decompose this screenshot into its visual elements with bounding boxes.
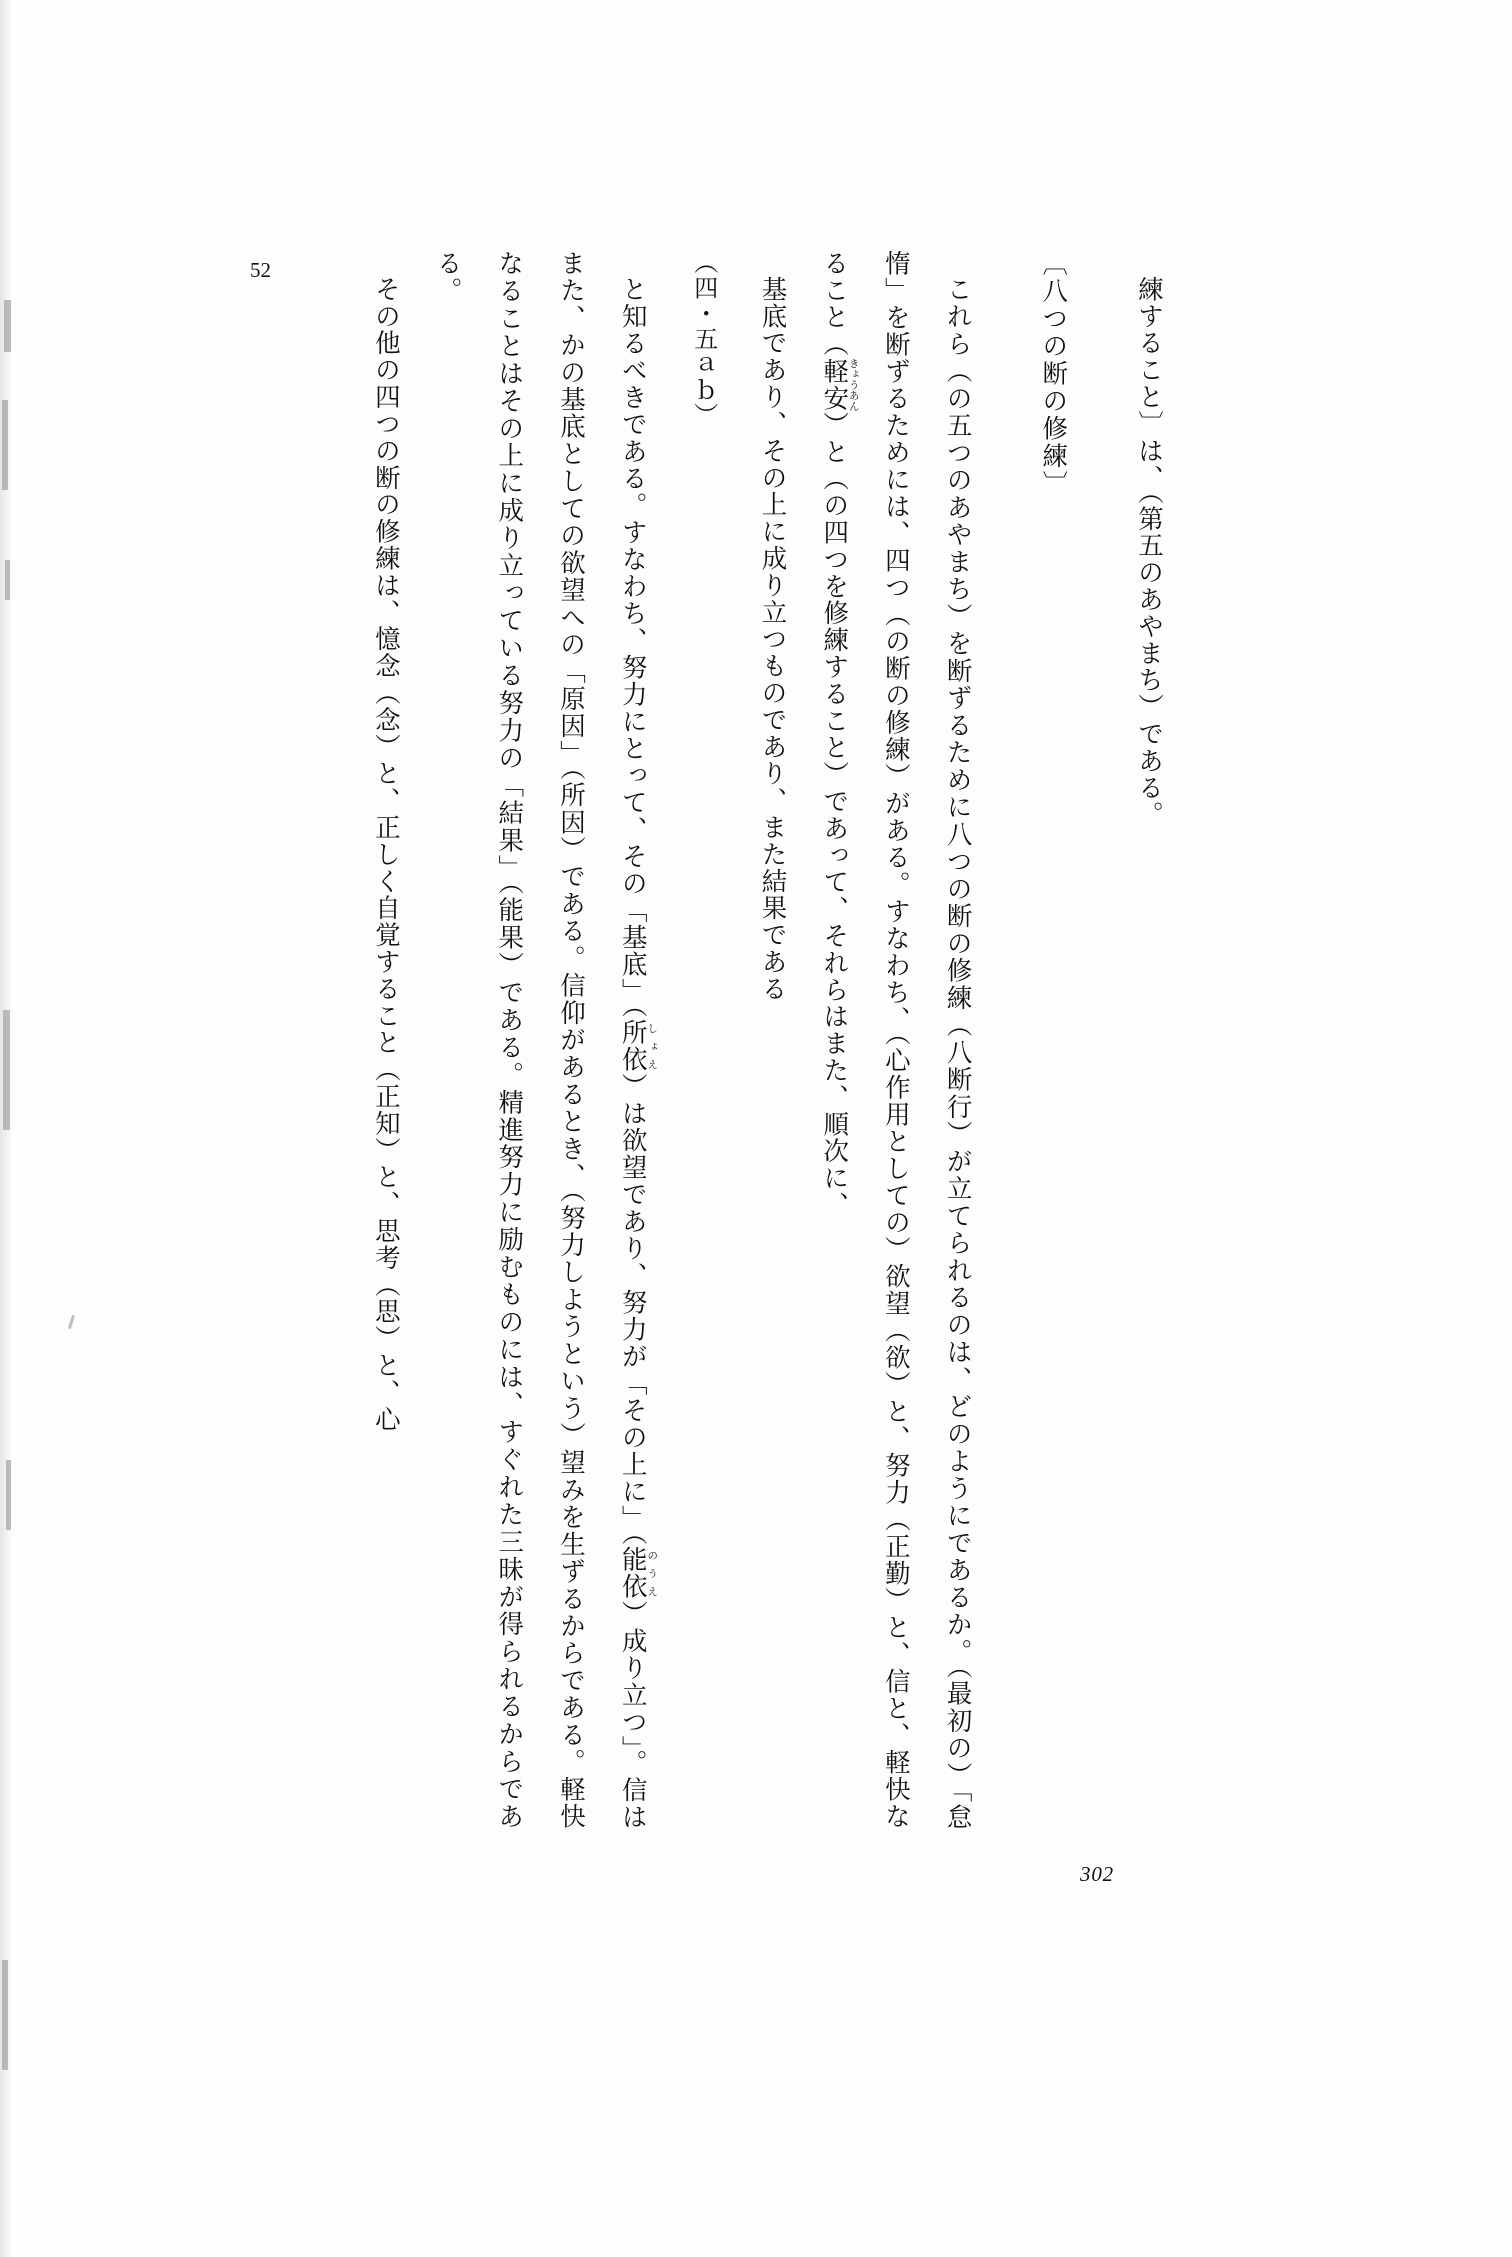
paragraph-5: その他の四つの断の修練は、憶念（念）と、正しく自覚すること（正知）と、思考（思）と、心 xyxy=(371,275,401,1433)
section-heading: 〔八つの断の修練〕 xyxy=(1039,250,1069,498)
scan-speck xyxy=(2,1960,8,2070)
scan-speck xyxy=(68,1315,75,1329)
vertical-text-body xyxy=(150,250,1180,1830)
page-number-bottom: 302 xyxy=(1080,1862,1115,1886)
paragraph-4: と知るべきである。すなわち、努力にとって、その「基底」（所依しょえ）は欲望であり、努力が「その上に」（能依のうえ）成り立つ」。信はまた、かの基底としての欲望への「原因」（所因）である。信仰があるとき、（努力しようという）望みを生ずるからである。軽快なることはその上に成り立っている努力の「結果」（能果）である。精進努力に励むものには、すぐれた三昧が得られるからである。 xyxy=(433,250,658,1831)
ruby-能依: 能依のうえ xyxy=(618,1545,658,1600)
scan-speck xyxy=(4,300,11,352)
paragraph-1: 練すること〕は、（第五のあやまち）である。 xyxy=(1135,275,1164,828)
source-citation: （四・五ａｂ） xyxy=(689,250,716,428)
paragraph-2: これら（の五つのあやまち）を断ずるために八つの断の修練（八断行）が立てられるのは、どのようにであるか。（最初の）「怠惰」を断ずるためには、四つ（の断の修練）がある。すなわち、（心作用としての）欲望（欲）と、努力（正勤）と、信と、軽快なること（軽安きょうあん）と（の四つを修練すること）であって、それらはまた、順次に、 xyxy=(820,250,973,1830)
paragraph-3: 基底であり、その上に成り立つものであり、また結果である xyxy=(758,275,788,1002)
scan-speck xyxy=(2,400,8,490)
scan-speck xyxy=(5,560,10,600)
ruby-軽安: 軽安きょうあん xyxy=(820,357,859,412)
ruby-所依: 所依しょえ xyxy=(618,1018,658,1073)
scan-speck xyxy=(3,1010,10,1130)
scan-speck xyxy=(6,1460,11,1530)
page-number-top: 52 xyxy=(250,258,271,282)
